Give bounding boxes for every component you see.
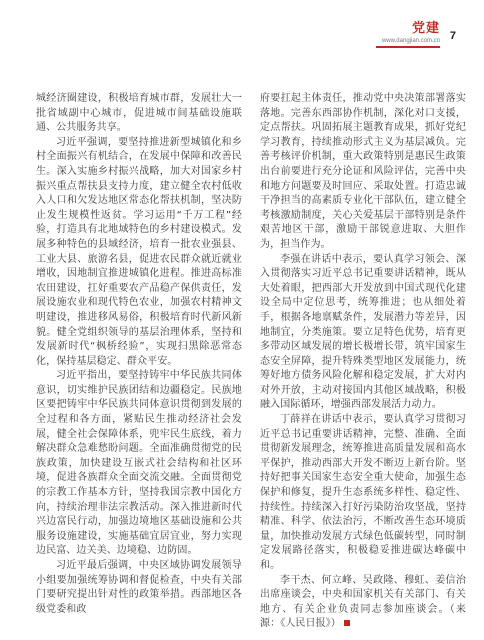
paragraph: 习近平最后强调，中央区域协调发展领导小组要加强统筹协调和督促检查，中央有关部门要研究提出针对性的政策举措。西部地区各级党委和政 (36, 560, 242, 615)
end-mark-icon (344, 620, 350, 626)
logo-url: www.dangjian.com.cn (381, 38, 440, 44)
paragraph: 丁薛祥在讲话中表示，要认真学习贯彻习近平总书记重要讲话精神，完整、准确、全面贯彻新发展理念，统筹推进高质量发展和高水平保护，推动西部大开发不断迈上新台阶。坚持好把事关国家生态安全重大使命，加强生态保护和修复，提升生态系统多样性、稳定性、持续性。持续深入打好污染防治攻坚战，坚持精准、科学、依法治污，不断改善生态环境质量，加快推动发展方式绿色低碳转型，同时制定发展路径落实，积极稳妥推进碳达峰碳中和。 (260, 414, 466, 571)
paragraph: 习近平指出，要坚持铸牢中华民族共同体意识，切实维护民族团结和边疆稳定。民族地区要把铸牢中华民族共同体意识贯彻到发展的全过程和各方面，紧贴民生推动经济社会发展，健全社会保障体系，兜牢民生底线，着力解决群众急难愁盼问题。全面准确贯彻党的民族政策，加快建设互嵌式社会结构和社区环境，促进各族群众全面交流交融。全面贯彻党的宗教工作基本方针，坚持我国宗教中国化方向，持续治理非法宗教活动。深入推进新时代兴边富民行动，加强边境地区基础设施和公共服务设施建设，实施基础宜居宜业，努力实现边民富、边关美、边境稳、边防固。 (36, 370, 242, 557)
paragraph: 李强在讲话中表示，要认真学习领会、深入贯彻落实习近平总书记重要讲话精神，既从大处着眼，把西部大开发放到中国式现代化建设全局中定位思考，统筹推进；也从细处着手，根据各地禀赋条件，发展潜力等差异，因地制宜，分类施策。要立足特色优势，培育更多带动区域发展的增长极增长带，筑牢国家生态安全屏障，提升特殊类型地区发展能力，统筹好地方债务风险化解和稳定发展，扩大对内对外开放，主动对接国内其他区域战略，积极融入国际循环，增强西部发展活力动力。 (260, 253, 466, 411)
page-header (0, 0, 484, 60)
header-accent-bar (376, 46, 440, 48)
logo-text: 党建 (411, 21, 440, 36)
paragraph: 习近平强调，要坚持推进新型城镇化和乡村全面振兴有机结合，在发展中保障和改善民生。深入实施乡村振兴战略，加大对国家乡村振兴重点帮扶县支持力度，建立健全农村低收入人口和欠发达地区常态化帮扶机制，坚决防止发生规模性返贫。学习运用“千万工程”经验，打造具有北地域特色的乡村建设模式。发展多种特色的县域经济，培育一批农业强县、工业大县、旅游名县，促进农民群众就近就业增收，因地制宜推进城镇化进程。推进高标准农田建设，扛好重要农产品稳产保供责任，发展设施农业和现代特色农业，加强农村精神文明建设，推进移风易俗，积极培育时代新风新貌。健全党组织领导的基层治理体系，坚持和发展新时代“枫桥经验”，实现扫黑除恶常态化，保持基层稳定、群众平安。 (36, 136, 242, 367)
magazine-logo (340, 22, 440, 45)
paragraph-text: 李干杰、何立峰、吴政隆、穆虹、姜信治出席座谈会，中央和国家机关有关部门、有关地方、有关企业负责同志参加座谈会。（来源：《人民日报》） (260, 574, 466, 630)
right-column (260, 92, 466, 632)
left-column (36, 92, 242, 617)
paragraph: 城经济圈建设，积极培育城市群，发展壮大一批省域副中心城市，促进城市间基础设施联通、公共服务共享。 (36, 93, 242, 134)
paragraph: 府要扛起主体责任，推动党中央决策部署落实落地。完善东西部协作机制，深化对口支援，定点帮扶。巩固拓展主题教育成果，抓好党纪学习教育，持续推动形式主义为基层减负。完善考核评价机制，重大政策特别是惠民生政策出台前要进行充分论证和风险评估，完善中央和地方问题要及时回应、采取处置。打造忠诚干净担当的高素质专业化干部队伍，建立健全考核激励制度，关心关爱基层干部特别是条件艰苦地区干部，激励干部锐意进取、大胆作为，担当作为。 (260, 93, 466, 250)
page-number: 7 (449, 30, 456, 42)
paragraph-final (260, 574, 466, 632)
